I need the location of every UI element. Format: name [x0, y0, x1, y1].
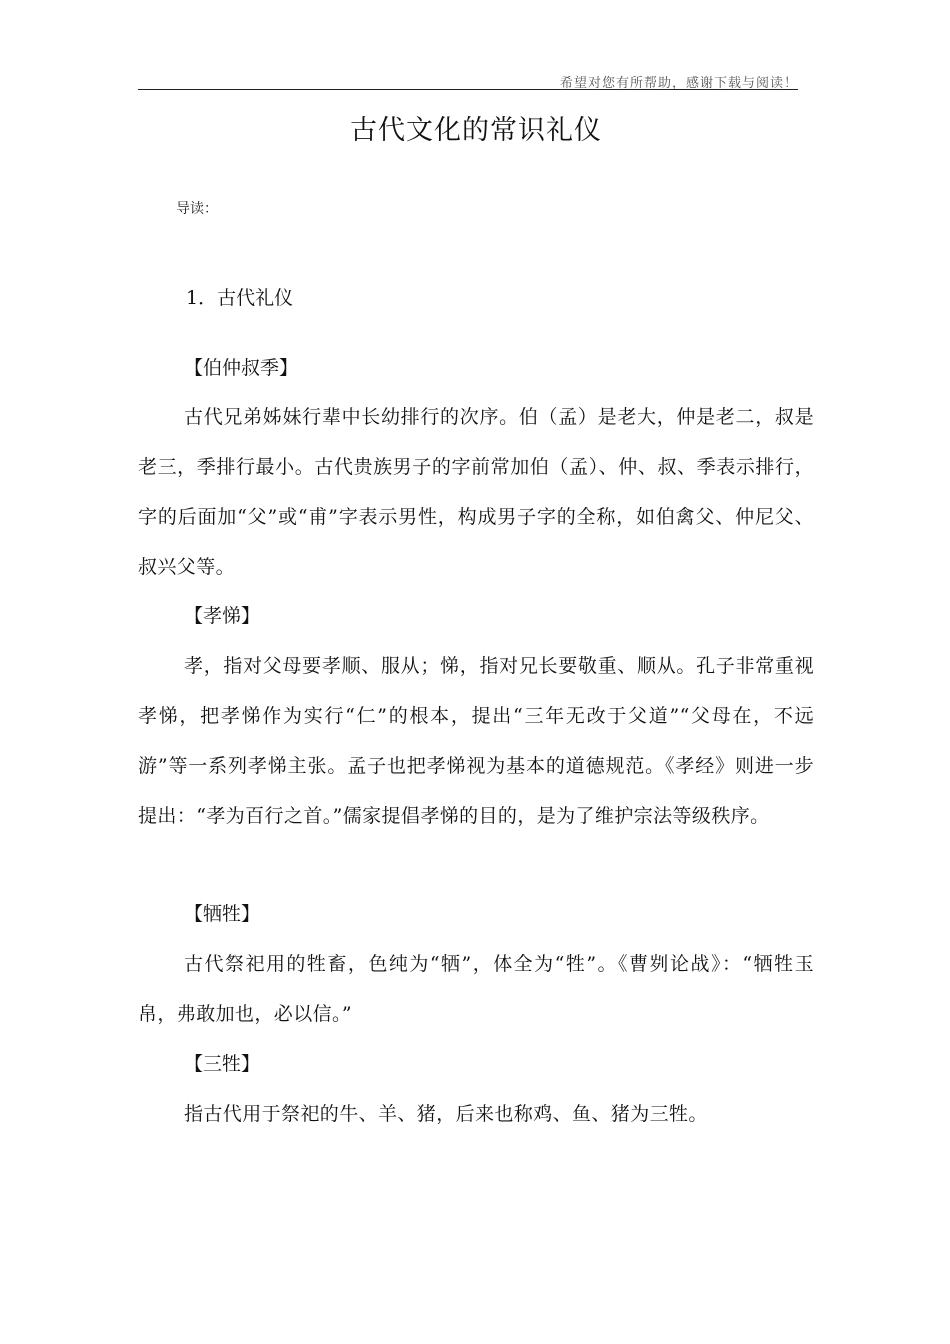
term-heading: 【三牲】 [184, 1053, 261, 1075]
document-title: 古代文化的常识礼仪 [350, 115, 602, 146]
lead-label: 导读： [176, 201, 218, 217]
header-note: 希望对您有所帮助，感谢下载与阅读！ [559, 76, 798, 91]
term-heading: 【伯仲叔季】 [184, 357, 299, 379]
term-paragraph: 孝，指对父母要孝顺、服从；悌，指对兄长要敬重、顺从。孔子非常重视孝悌，把孝悌作为实行“仁”的根本，提出“三年无改于父道”“父母在，不远游”等一系列孝悌主张。孟子也把孝悌视为基本的道德规范。《孝经》则进一步提出：“孝为百行之首。”儒家提倡孝悌的目的，是为了维护宗法等级秩序。 [138, 655, 814, 827]
section-heading: 1．古代礼仪 [186, 287, 294, 309]
term-heading: 【牺牲】 [184, 903, 261, 925]
term-paragraph: 指古代用于祭祀的牛、羊、猪，后来也称鸡、鱼、猪为三牲。 [184, 1103, 708, 1125]
term-paragraph: 古代兄弟姊妹行辈中长幼排行的次序。伯（孟）是老大，仲是老二，叔是老三，季排行最小。古代贵族男子的字前常加伯（孟）、仲、叔、季表示排行，字的后面加“父”或“甫”字表示男性，构成男子字的全称，如伯禽父、仲尼父、叔兴父等。 [138, 406, 814, 578]
term-heading: 【孝悌】 [184, 605, 261, 627]
term-paragraph: 古代祭祀用的牲畜，色纯为“牺”，体全为“牲”。《曹刿论战》：“牺牲玉帛，弗敢加也，必以信。” [138, 953, 814, 1025]
header-rule [138, 89, 798, 90]
